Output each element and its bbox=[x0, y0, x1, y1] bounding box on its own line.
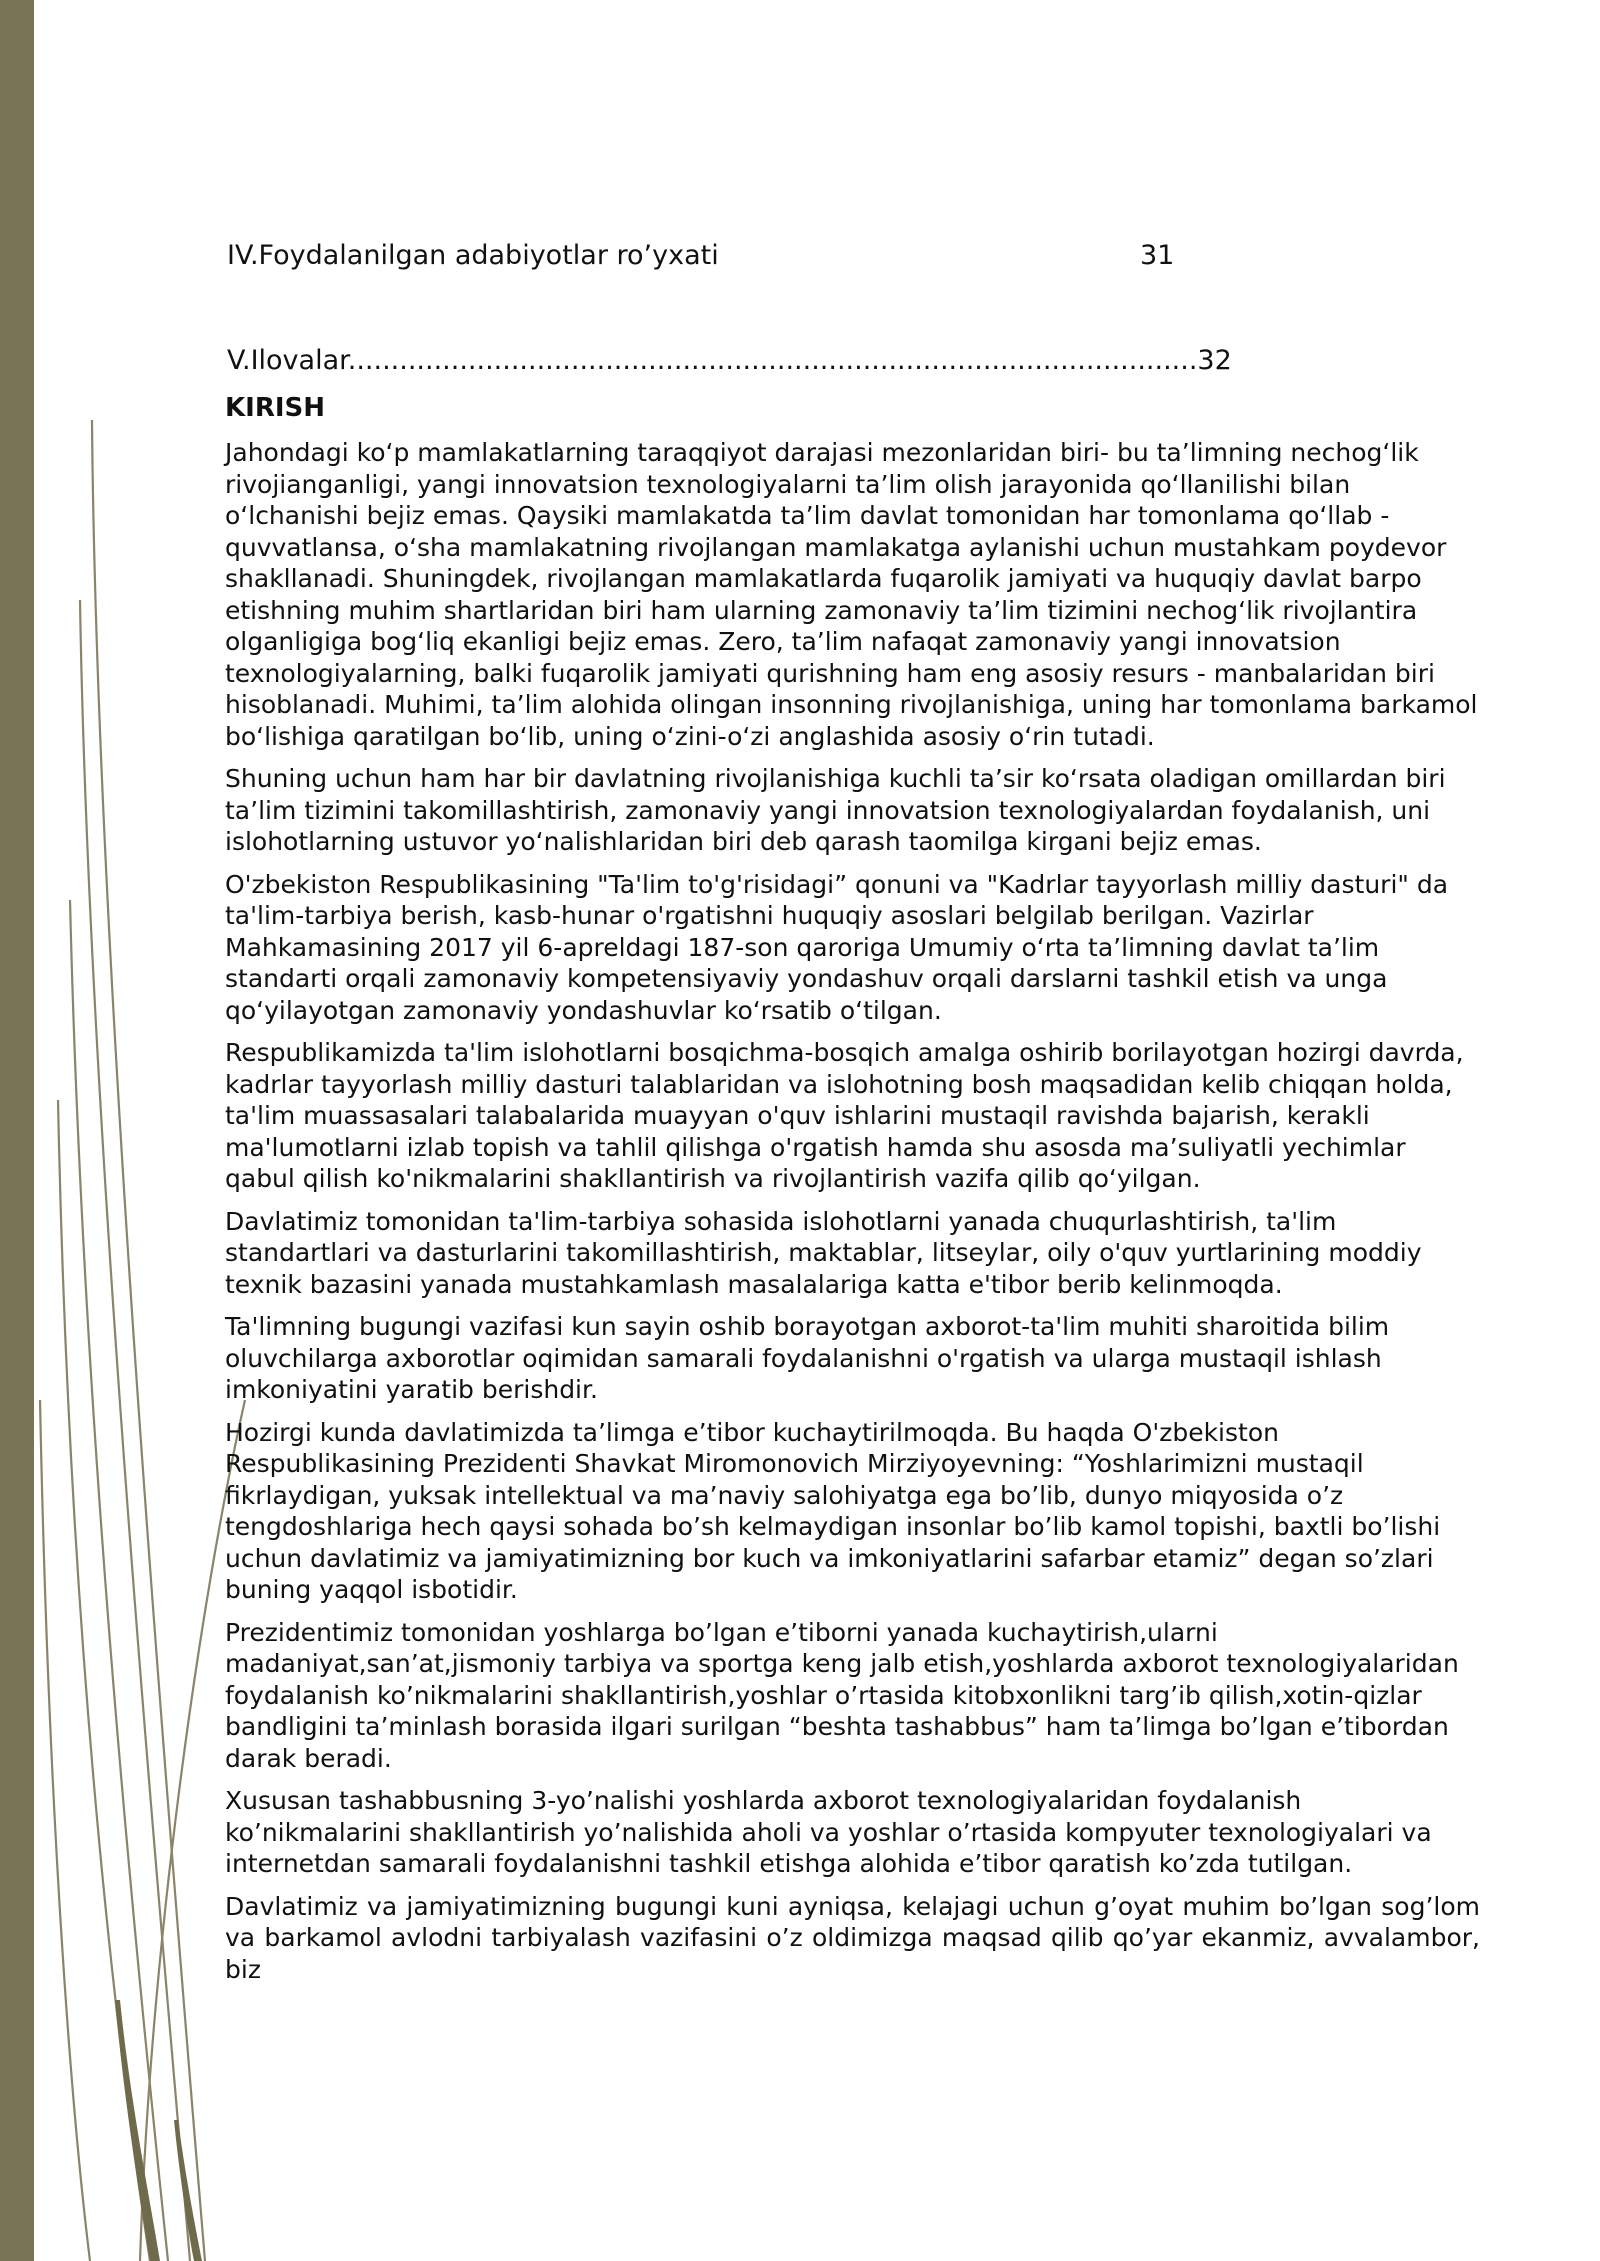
section-heading: KIRISH bbox=[225, 393, 326, 423]
paragraph: Prezidentimiz tomonidan yoshlarga bo’lgan e’tiborni yanada kuchaytirish,ularni madaniyat,san’at,jismoniy tarbiya va sportga keng jalb etish,yoshlarda axborot texnologiyalaridan foydalanish ko’nikmalarini shakllantirish,yoshlar o’rtasida kitobxonlikni targ’ib qilish,xotin-qizlar bandligini ta’minlash borasida ilgari surilgan “beshta tashabbus” ham ta’limga bo’lgan e’tibordan darak beradi. bbox=[225, 1617, 1459, 1773]
paragraph: Davlatimiz va jamiyatimizning bugungi kuni ayniqsa, kelajagi uchun g’oyat muhim bo’lgan sog’lom va barkamol avlodni tarbiyalash vazifasini o’z oldimizga maqsad qilib qo’yar ekanmiz, avvalambor, biz bbox=[225, 1891, 1480, 1984]
paragraph: O'zbekiston Respublikasining "Ta'lim to'g'risidagi” qonuni va "Kadrlar tayyorlash milliy dasturi" da ta'lim-tarbiya berish, kasb-hunar o'rgatishni huquqiy asoslari belgilab berilgan. Vazirlar Mahkamasining 2017 yil 6-apreldagi 187-son qaroriga Umumiy o‘rta ta’limning davlat ta’lim standarti orqali zamonaviy kompetensiyaviy yondashuv orqali darslarni tashkil etish va unga qo‘yilayotgan zamonaviy yondashuvlar ko‘rsatib o‘tilgan. bbox=[225, 869, 1449, 1025]
decorative-curve bbox=[80, 600, 190, 2261]
paragraph: Shuning uchun ham har bir davlatning rivojlanishiga kuchli ta’sir ko‘rsata oladigan omillardan biri ta’lim tizimini takomillashtirish, zamonaviy yangi innovatsion texnologiyalardan foydalanish, uni islohotlarning ustuvor yo‘nalishlaridan biri deb qarash taomilga kirgani bejiz emas. bbox=[225, 764, 1446, 856]
left-accent-bar bbox=[0, 0, 34, 2261]
toc-entry-literature[interactable] bbox=[227, 240, 719, 272]
document-body bbox=[225, 392, 1480, 1996]
toc-entry-label: V.Ilovalar...................................................................................................32 bbox=[227, 345, 1232, 376]
toc-entry-label: IV.Foydalanilgan adabiyotlar ro’yxati bbox=[227, 240, 719, 271]
paragraph: Respublikamizda ta'lim islohotlarni bosqichma-bosqich amalga oshirib borilayotgan hozirgi davrda, kadrlar tayyorlash milliy dasturi talablaridan va islohotning bosh maqsadidan kelib chiqqan holda, ta'lim muassasalari talabalarida muayyan o'quv ishlarini mustaqil ravishda bajarish, kerakli ma'lumotlarni izlab topish va tahlil qilishga o'rgatish hamda shu asosda ma’suliyatli yechimlar qabul qilish ko'nikmalarini shakllantirish va rivojlantirish vazifa qilib qo‘yilgan. bbox=[225, 1038, 1464, 1193]
decorative-curve bbox=[92, 420, 205, 2261]
paragraph: Ta'limning bugungi vazifasi kun sayin oshib borayotgan axborot-ta'lim muhiti sharoitida bilim oluvchilarga axborotlar oqimidan samarali foydalanishni o'rgatish va ularga mustaqil ishlash imkoniyatini yaratib berishdir. bbox=[225, 1312, 1390, 1404]
toc-entry-page-number: 31 bbox=[1140, 240, 1175, 271]
paragraph: Hozirgi kunda davlatimizda ta’limga e’tibor kuchaytirilmoqda. Bu haqda O'zbekiston Respublikasining Prezidenti Shavkat Miromonovich Mirziyoyevning: “Yoshlarimizni mustaqil fikrlaydigan, yuksak intellektual va ma’naviy salohiyatga ega bo’lib, dunyo miqyosida o’z tengdoshlariga hech qaysi sohada bo’sh kelmaydigan insonlar bo’lib kamol topishi, baxtli bo’lishi uchun davlatimiz va jamiyatimizning bor kuch va imkoniyatlarini safarbar etamiz” degan so’zlari buning yaqqol isbotidir. bbox=[225, 1417, 1441, 1604]
decorative-curve bbox=[40, 1400, 90, 2261]
paragraph: Xususan tashabbusning 3-yo’nalishi yoshlarda axborot texnologiyalaridan foydalanish ko’nikmalarini shakllantirish yo’nalishida aholi va yoshlar o’rtasida kompyuter texnologiyalari va internetdan samarali foydalanishni tashkil etishga alohida e’tibor qaratish ko’zda tutilgan. bbox=[225, 1786, 1432, 1878]
paragraph: Davlatimiz tomonidan ta'lim-tarbiya sohasida islohotlarni yanada chuqurlashtirish, ta'lim standartlari va dasturlarini takomillashtirish, maktablar, litseylar, oily o'quv yurtlarining moddiy texnik bazasini yanada mustahkamlash masalalariga katta e'tibor berib kelinmoqda. bbox=[225, 1206, 1422, 1299]
paragraph: Jahondagi ko‘p mamlakatlarning taraqqiyot darajasi mezonlaridan biri- bu ta’limning nechog‘lik rivojianganligi, yangi innovatsion texnologiyalarni ta’lim olish jarayonida qo‘llanilishi bilan o‘lchanishi bejiz emas. Qaysiki mamlakatda ta’lim davlat tomonidan har tomonlama qo‘llab - quvvatlansa, o‘sha mamlakatning rivojlangan mamlakatga aylanishi uchun mustahkam poydevor shakllanadi. Shuningdek, rivojlangan mamlakatlarda fuqarolik jamiyati va huquqiy davlat barpo etishning muhim shartlaridan biri ham ularning zamonaviy ta’lim tizimini nechog‘lik rivojlantira olganligiga bog‘liq ekanligi bejiz emas. Zero, ta’lim nafaqat zamonaviy yangi innovatsion texnologiyalarning, balki fuqarolik jamiyati qurishning ham eng asosiy resurs - manbalaridan biri hisoblanadi. Muhimi, ta’lim alohida olingan insonning rivojlanishiga, uning har tomonlama barkamol bo‘lishiga qaratilgan bo‘lib, uning o‘zini-o‘zi anglashida asosiy o‘rin tutadi. bbox=[225, 438, 1478, 751]
toc-entry-appendices[interactable] bbox=[227, 345, 1232, 377]
decorative-side-ornament bbox=[0, 0, 260, 2261]
